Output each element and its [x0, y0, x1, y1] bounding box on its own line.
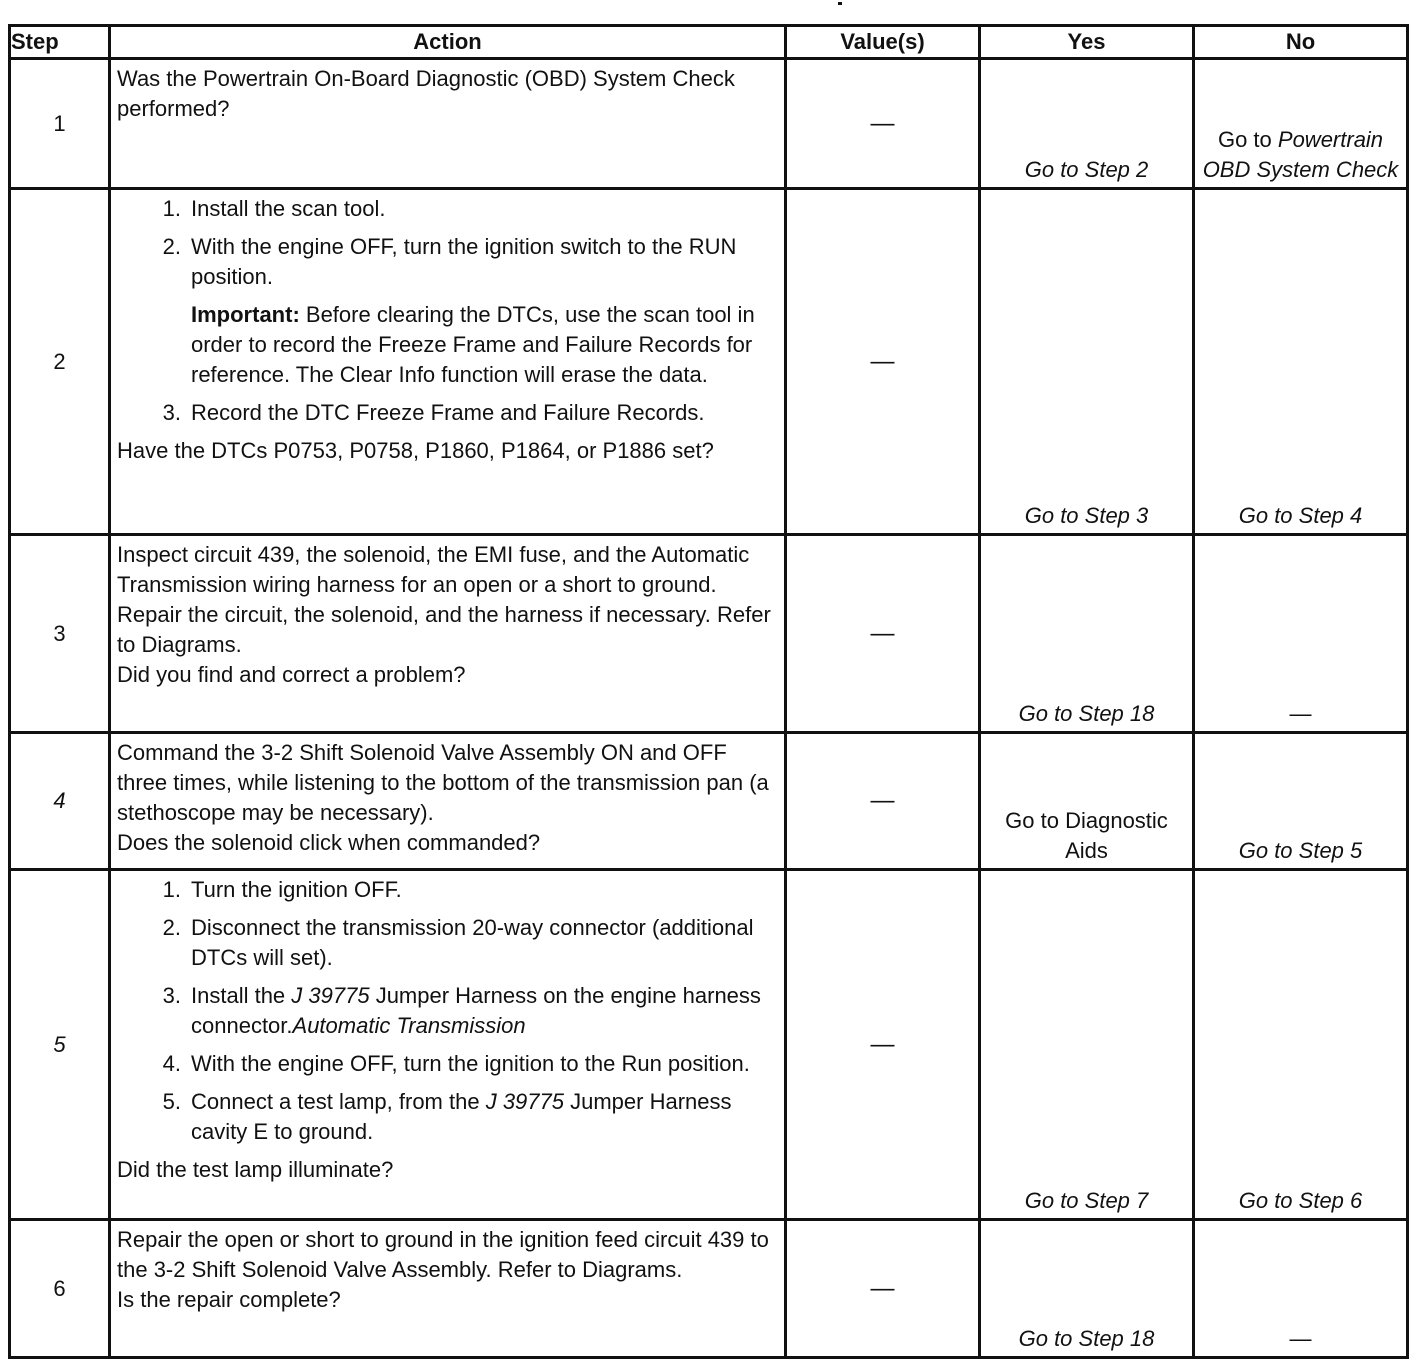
procedure-list: [117, 398, 776, 428]
header-action: Action: [110, 26, 786, 59]
value-cell: —: [786, 189, 980, 535]
action-question: Did you find and correct a problem?: [117, 662, 466, 687]
diagnostic-table: [8, 24, 1409, 1359]
no-link: Powertrain OBD System Check: [1202, 127, 1399, 182]
scan-mark: [838, 2, 842, 5]
diagnostic-table-container: [8, 24, 1409, 1359]
important-text: Before clearing the DTCs, use the scan tool in order to record the Freeze Frame and Failure Records for reference. The Clear Info function will erase the data.: [191, 302, 755, 387]
yes-cell: Go to Step 3: [980, 189, 1194, 535]
table-row: [10, 733, 1408, 870]
value-cell: —: [786, 733, 980, 870]
action-text: Command the 3-2 Shift Solenoid Valve Assembly ON and OFF three times, while listening to the bottom of the transmission pan (a stethoscope may be necessary).: [117, 740, 769, 825]
yes-cell: Go to Step 18: [980, 535, 1194, 733]
header-no: No: [1194, 26, 1408, 59]
list-item: 3. Record the DTC Freeze Frame and Failure Records.: [162, 400, 705, 425]
value-cell: —: [786, 535, 980, 733]
tool-reference: J 39775: [485, 1089, 564, 1114]
no-cell: Go to Step 4: [1194, 189, 1408, 535]
header-row: [10, 26, 1408, 59]
list-item: 2. With the engine OFF, turn the ignition switch to the RUN position.: [162, 234, 737, 289]
action-cell: [110, 1220, 786, 1358]
table-row: [10, 1220, 1408, 1358]
list-item: 2. Disconnect the transmission 20-way connector (additional DTCs will set).: [162, 915, 754, 970]
no-cell: Go to Step 5: [1194, 733, 1408, 870]
action-cell: [110, 535, 786, 733]
header-yes: Yes: [980, 26, 1194, 59]
tool-reference: J 39775: [291, 983, 370, 1008]
no-cell: —: [1194, 1220, 1408, 1358]
action-question: Have the DTCs P0753, P0758, P1860, P1864, or P1886 set?: [117, 438, 714, 463]
value-cell: —: [786, 59, 980, 189]
action-cell: [110, 733, 786, 870]
no-prefix: Go to: [1217, 127, 1272, 152]
yes-cell: Go to Diagnostic Aids: [980, 733, 1194, 870]
important-label: Important:: [191, 302, 300, 327]
no-cell: Go to Step 6: [1194, 870, 1408, 1220]
yes-cell: Go to Step 18: [980, 1220, 1194, 1358]
step-number: 5: [10, 870, 110, 1220]
action-cell: [110, 59, 786, 189]
list-item: 1. Install the scan tool.: [162, 196, 386, 221]
no-cell: —: [1194, 535, 1408, 733]
table-row: [10, 535, 1408, 733]
list-item: 4. With the engine OFF, turn the ignition to the Run position.: [162, 1051, 750, 1076]
list-item: 5. Connect a test lamp, from the J 39775 Jumper Harness cavity E to ground.: [162, 1089, 732, 1144]
procedure-list: [117, 194, 776, 292]
action-cell: [110, 870, 786, 1220]
action-question: Does the solenoid click when commanded?: [117, 830, 541, 855]
action-text: Inspect circuit 439, the solenoid, the EMI fuse, and the Automatic Transmission wiring harness for an open or a short to ground. Repair the circuit, the solenoid, and the harness if necessary. Refer to Diagrams.: [117, 542, 771, 657]
step-number: 6: [10, 1220, 110, 1358]
no-cell: [1194, 59, 1408, 189]
yes-cell: Go to Step 2: [980, 59, 1194, 189]
table-row: [10, 870, 1408, 1220]
important-note: [181, 300, 776, 390]
procedure-list: [117, 875, 776, 1155]
header-values: Value(s): [786, 26, 980, 59]
step-number: 1: [10, 59, 110, 189]
action-question: Is the repair complete?: [117, 1287, 341, 1312]
value-cell: —: [786, 870, 980, 1220]
action-text: Repair the open or short to ground in the ignition feed circuit 439 to the 3-2 Shift Solenoid Valve Assembly. Refer to Diagrams.: [117, 1227, 769, 1282]
table-row: [10, 59, 1408, 189]
step-number: 4: [10, 733, 110, 870]
action-text: Was the Powertrain On-Board Diagnostic (OBD) System Check performed?: [117, 66, 735, 121]
header-step: Step: [10, 26, 110, 59]
list-item: 3. Install the J 39775 Jumper Harness on the engine harness connector.Automatic Transmission: [162, 983, 761, 1038]
action-cell: [110, 189, 786, 535]
yes-cell: Go to Step 7: [980, 870, 1194, 1220]
value-cell: —: [786, 1220, 980, 1358]
step-number: 2: [10, 189, 110, 535]
table-row: [10, 189, 1408, 535]
step-number: 3: [10, 535, 110, 733]
action-question: Did the test lamp illuminate?: [117, 1157, 394, 1182]
section-reference: Automatic Transmission: [292, 1013, 526, 1038]
list-item: 1. Turn the ignition OFF.: [162, 877, 402, 902]
